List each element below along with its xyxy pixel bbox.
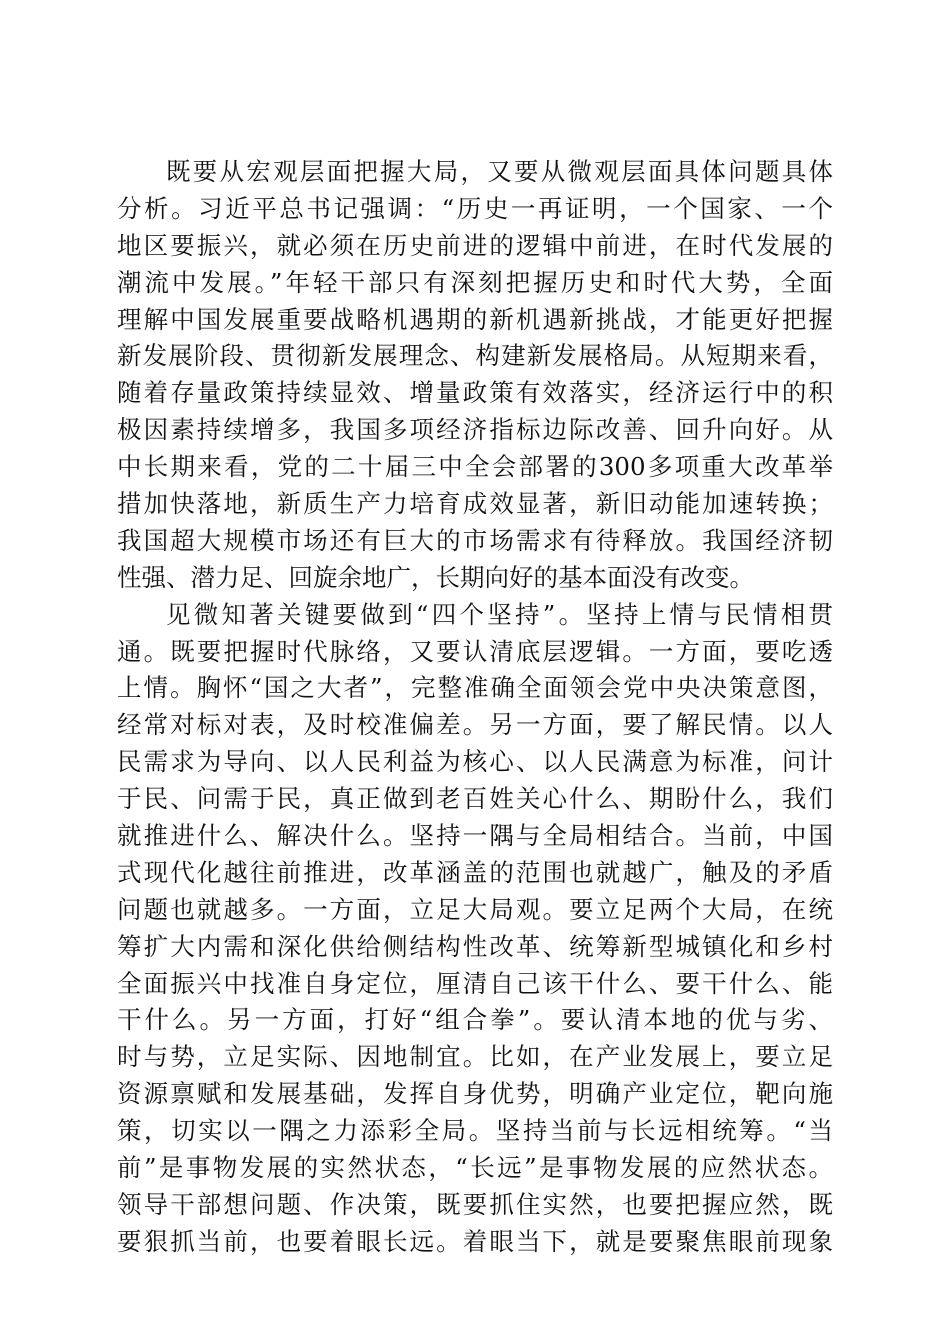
text-line: 理解中国发展重要战略机遇期的新机遇新挑战，才能更好把握 <box>117 304 833 334</box>
text-line: 新发展阶段、贯彻新发展理念、构建新发展格局。从短期来看， <box>117 341 833 371</box>
text-line: 地区要振兴，就必须在历史前进的逻辑中前进，在时代发展的 <box>117 230 833 260</box>
text-line: 见微知著关键要做到“四个坚持”。坚持上情与民情相贯 <box>166 599 833 629</box>
text-line: 时与势，立足实际、因地制宜。比如，在产业发展上，要立足 <box>117 1042 833 1072</box>
text-line: 筹扩大内需和深化供给侧结构性改革、统筹新型城镇化和乡村 <box>117 931 833 961</box>
text-line: 措加快落地，新质生产力培育成效显著，新旧动能加速转换； <box>117 489 833 519</box>
text-line: 性强、潜力足、回旋余地广，长期向好的基本面没有改变。 <box>117 562 754 592</box>
text-line: 通。既要把握时代脉络，又要认清底层逻辑。一方面，要吃透 <box>117 636 833 666</box>
text-line: 上情。胸怀“国之大者”，完整准确全面领会党中央决策意图， <box>117 673 833 703</box>
text-line: 既要从宏观层面把握大局，又要从微观层面具体问题具体 <box>166 157 833 186</box>
text-line: 中长期来看，党的二十届三中全会部署的300多项重大改革举 <box>117 452 833 482</box>
paragraph-2 <box>117 597 833 1261</box>
text-line: 问题也就越多。一方面，立足大局观。要立足两个大局，在统 <box>117 894 833 924</box>
text-line: 前”是事物发展的实然状态，“长远”是事物发展的应然状态。 <box>117 1153 833 1183</box>
text-line: 要狠抓当前，也要着眼长远。着眼当下，就是要聚焦眼前现象 <box>117 1226 833 1256</box>
text-line: 全面振兴中找准自身定位，厘清自己该干什么、要干什么、能 <box>117 968 833 998</box>
text-line: 领导干部想问题、作决策，既要抓住实然，也要把握应然，既 <box>117 1189 833 1219</box>
text-line: 随着存量政策持续显效、增量政策有效落实，经济运行中的积 <box>117 378 833 408</box>
paragraph-1 <box>117 154 833 597</box>
text-line: 潮流中发展。”年轻干部只有深刻把握历史和时代大势，全面 <box>117 267 833 297</box>
text-line: 经常对标对表，及时校准偏差。另一方面，要了解民情。以人 <box>117 710 833 740</box>
text-line: 干什么。另一方面，打好“组合拳”。要认清本地的优与劣、 <box>117 1005 833 1035</box>
text-line: 就推进什么、解决什么。坚持一隅与全局相结合。当前，中国 <box>117 821 833 851</box>
text-line: 我国超大规模市场还有巨大的市场需求有待释放。我国经济韧 <box>117 525 833 555</box>
text-line: 极因素持续增多，我国多项经济指标边际改善、回升向好。从 <box>117 415 833 445</box>
text-line: 于民、问需于民，真正做到老百姓关心什么、期盼什么，我们 <box>117 784 833 814</box>
text-line: 策，切实以一隅之力添彩全局。坚持当前与长远相统筹。“当 <box>117 1116 833 1146</box>
text-line: 分析。习近平总书记强调：“历史一再证明，一个国家、一个 <box>117 193 833 223</box>
text-line: 民需求为导向、以人民利益为核心、以人民满意为标准，问计 <box>117 747 833 777</box>
text-line: 资源禀赋和发展基础，发挥自身优势，明确产业定位，靶向施 <box>117 1079 833 1109</box>
text-line: 式现代化越往前推进，改革涵盖的范围也就越广，触及的矛盾 <box>117 857 833 887</box>
body-text <box>117 154 833 1261</box>
